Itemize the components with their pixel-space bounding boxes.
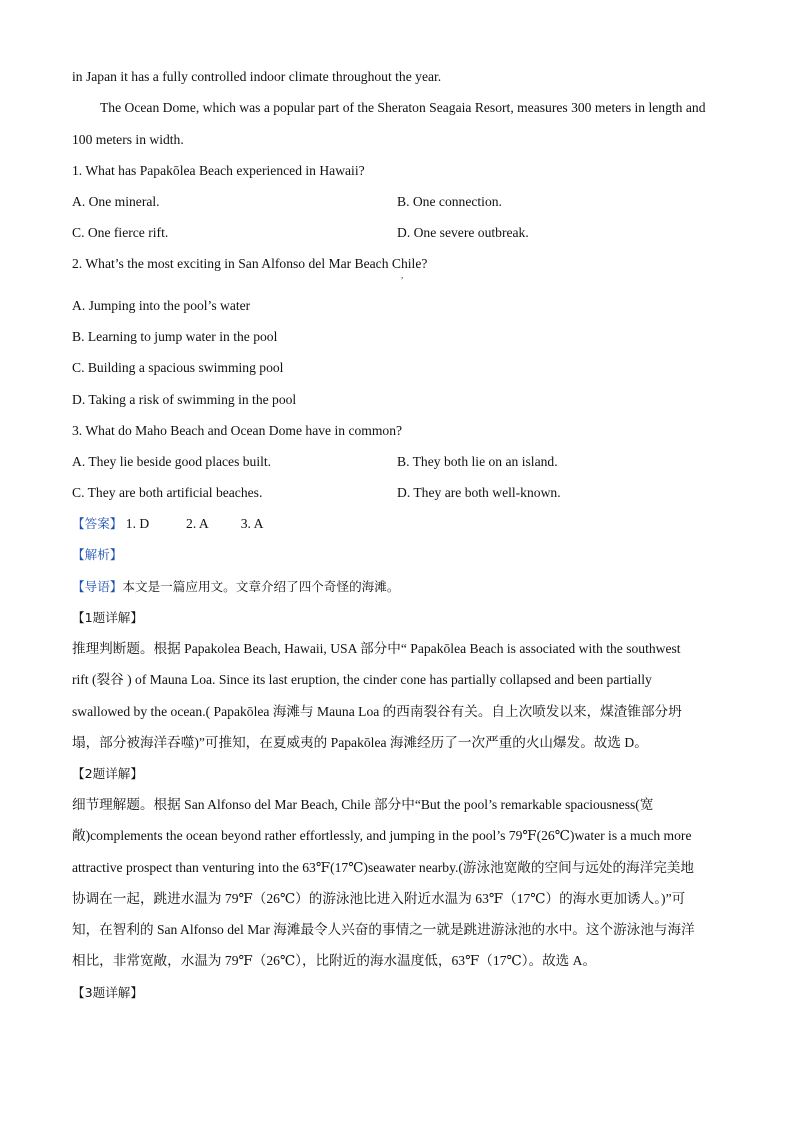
q2-detail-line: 知，在智利的 San Alfonso del Mar 海滩最令人兴奋的事情之一就是跳进游泳池的水中。这个游泳池与海洋 [72,922,695,937]
q2-detail-line: 敞)complements the ocean beyond rather effortlessly, and jumping in the pool’s 79℉(26℃)water is a much more [72,828,692,843]
question-3-option-a: A. They lie beside good places built. [72,454,272,469]
q1-detail-line: rift (裂谷 ) of Mauna Loa. Since its last eruption, the cinder cone has partially collapsed and been partially [72,672,652,687]
answer-1: 1. D [125,516,150,531]
question-2-stem: 2. What’s the most exciting in San Alfonso del Mar Beach Chile? [72,256,428,271]
guide-label: 【导语】 [72,579,123,594]
question-1-stem: 1. What has Papakōlea Beach experienced in Hawaii? [72,163,365,178]
question-1-option-a: A. One mineral. [72,194,160,209]
question-3-option-b: B. They both lie on an island. [397,454,558,469]
question-1-option-c: C. One fierce rift. [72,225,169,240]
analysis-label: 【解析】 [72,547,123,562]
question-2-option-d: D. Taking a risk of swimming in the pool [72,392,297,407]
answer-row [72,515,263,533]
q1-detail-line: 塌，部分被海洋吞噬)”可推知，在夏威夷的 Papakōlea 海滩经历了一次严重的火山爆发。故选 D。 [72,735,648,750]
question-3-option-c: C. They are both artificial beaches. [72,485,263,500]
q2-detail-line: 细节理解题。根据 San Alfonso del Mar Beach, Chile 部分中“But the pool’s remarkable spaciousness(宽 [72,797,654,812]
guide-text: 本文是一篇应用文。文章介绍了四个奇怪的海滩。 [122,579,400,594]
q2-detail-line: 相比，非常宽敞，水温为 79℉（26℃），比附近的海水温度低，63℉（17℃）。故选 A。 [72,953,597,968]
question-3-option-d: D. They are both well-known. [397,485,561,500]
answer-2: 2. A [186,516,208,531]
question-1-option-b: B. One connection. [397,194,502,209]
q1-detail-label: 【1题详解】 [72,610,143,625]
passage-line: 100 meters in width. [72,132,184,147]
passage-line: in Japan it has a fully controlled indoor climate throughout the year. [72,69,442,84]
guide-row [72,578,399,596]
question-2-option-a: A. Jumping into the pool’s water [72,298,251,313]
q3-detail-label: 【3题详解】 [72,985,143,1000]
question-2-option-b: B. Learning to jump water in the pool [72,329,278,344]
question-3-stem: 3. What do Maho Beach and Ocean Dome have in common? [72,423,403,438]
q2-detail-line: attractive prospect than venturing into the 63℉(17℃)seawater nearby.(游泳池宽敞的空间与远处的海洋完美地 [72,860,695,875]
answer-3: 3. A [240,516,264,531]
question-2-option-c: C. Building a spacious swimming pool [72,360,284,375]
passage-paragraph: The Ocean Dome, which was a popular part of the Sheraton Seagaia Resort, measures 300 meters in length and [100,100,706,115]
q1-detail-line: swallowed by the ocean.( Papakōlea 海滩与 Mauna Loa 的西南裂谷有关。自上次喷发以来，煤渣锥部分坍 [72,704,682,719]
question-1-option-d: D. One severe outbreak. [397,225,529,240]
q2-detail-label: 【2题详解】 [72,766,143,781]
q2-detail-line: 协调在一起，跳进水温为 79℉（26℃）的游泳池比进入附近水温为 63℉（17℃）的海水更加诱人。)”可 [72,891,686,906]
q1-detail-line: 推理判断题。根据 Papakolea Beach, Hawaii, USA 部分中“ Papakōlea Beach is associated with the southwest [72,641,681,656]
comma-mark: , [401,270,404,280]
answer-label: 【答案】 [72,516,123,531]
